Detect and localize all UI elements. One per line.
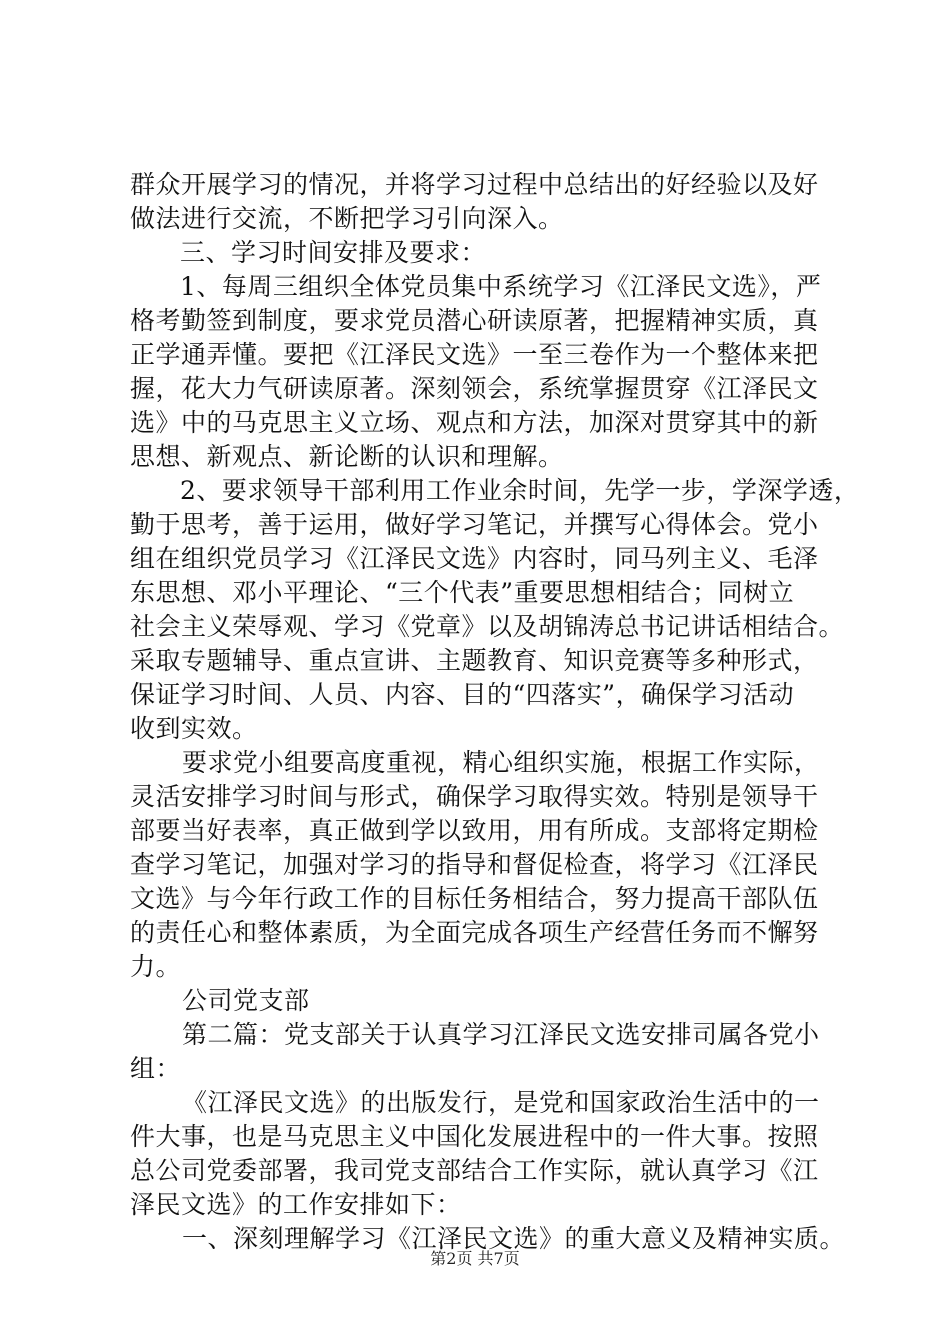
- text-line: 收到实效。: [130, 714, 258, 743]
- text-line: 握，花大力气研读原著。深刻领会，系统掌握贯穿《江泽民文: [130, 374, 819, 403]
- text-line: 社会主义荣辱观、学习《党章》以及胡锦涛总书记讲话相结合。: [130, 612, 845, 641]
- text-line: 组在组织党员学习《江泽民文选》内容时，同马列主义、毛泽: [130, 544, 819, 573]
- text-line: 力。: [130, 952, 182, 981]
- text-line: 1、每周三组织全体党员集中系统学习《江泽民文选》，严: [180, 272, 822, 301]
- document-body: [130, 168, 860, 1256]
- text-line: 2、要求领导干部利用工作业余时间，先学一步，学深学透，: [180, 476, 860, 505]
- page-number-footer: 第2页 共7页: [430, 1249, 520, 1268]
- text-line: 《江泽民文选》的出版发行，是党和国家政治生活中的一: [182, 1088, 820, 1117]
- signature-line: 公司党支部: [182, 986, 310, 1015]
- text-line: 群众开展学习的情况，并将学习过程中总结出的好经验以及好: [130, 170, 819, 199]
- text-line: 泽民文选》的工作安排如下：: [130, 1190, 462, 1219]
- text-line: 格考勤签到制度，要求党员潜心研读原著，把握精神实质，真: [130, 306, 819, 335]
- text-line: 正学通弄懂。要把《江泽民文选》一至三卷作为一个整体来把: [130, 340, 819, 369]
- chapter-heading: 第二篇：党支部关于认真学习江泽民文选安排司属各党小: [182, 1020, 820, 1049]
- text-line: 文选》与今年行政工作的目标任务相结合，努力提高干部队伍: [130, 884, 819, 913]
- text-line: 查学习笔记，加强对学习的指导和督促检查，将学习《江泽民: [130, 850, 819, 879]
- text-line: 保证学习时间、人员、内容、目的“四落实”，确保学习活动: [130, 680, 795, 709]
- text-line: 要求党小组要高度重视，精心组织实施，根据工作实际，: [182, 748, 820, 777]
- section-heading: 三、学习时间安排及要求：: [180, 238, 487, 267]
- text-line: 部要当好表率，真正做到学以致用，用有所成。支部将定期检: [130, 816, 819, 845]
- text-line: 选》中的马克思主义立场、观点和方法，加深对贯穿其中的新: [130, 408, 819, 437]
- text-line: 东思想、邓小平理论、“三个代表”重要思想相结合；同树立: [130, 578, 795, 607]
- text-line: 做法进行交流，不断把学习引向深入。: [130, 204, 564, 233]
- text-line: 采取专题辅导、重点宣讲、主题教育、知识竞赛等多种形式，: [130, 646, 819, 675]
- text-line: 思想、新观点、新论断的认识和理解。: [130, 442, 564, 471]
- text-line: 件大事，也是马克思主义中国化发展进程中的一件大事。按照: [130, 1122, 819, 1151]
- text-line: 总公司党委部署，我司党支部结合工作实际，就认真学习《江: [130, 1156, 819, 1185]
- text-line: 勤于思考，善于运用，做好学习笔记，并撰写心得体会。党小: [130, 510, 819, 539]
- section-heading: 一、深刻理解学习《江泽民文选》的重大意义及精神实质。: [182, 1224, 846, 1253]
- text-line: 灵活安排学习时间与形式，确保学习取得实效。特别是领导干: [130, 782, 819, 811]
- text-line: 的责任心和整体素质，为全面完成各项生产经营任务而不懈努: [130, 918, 819, 947]
- text-line: 组：: [130, 1054, 182, 1083]
